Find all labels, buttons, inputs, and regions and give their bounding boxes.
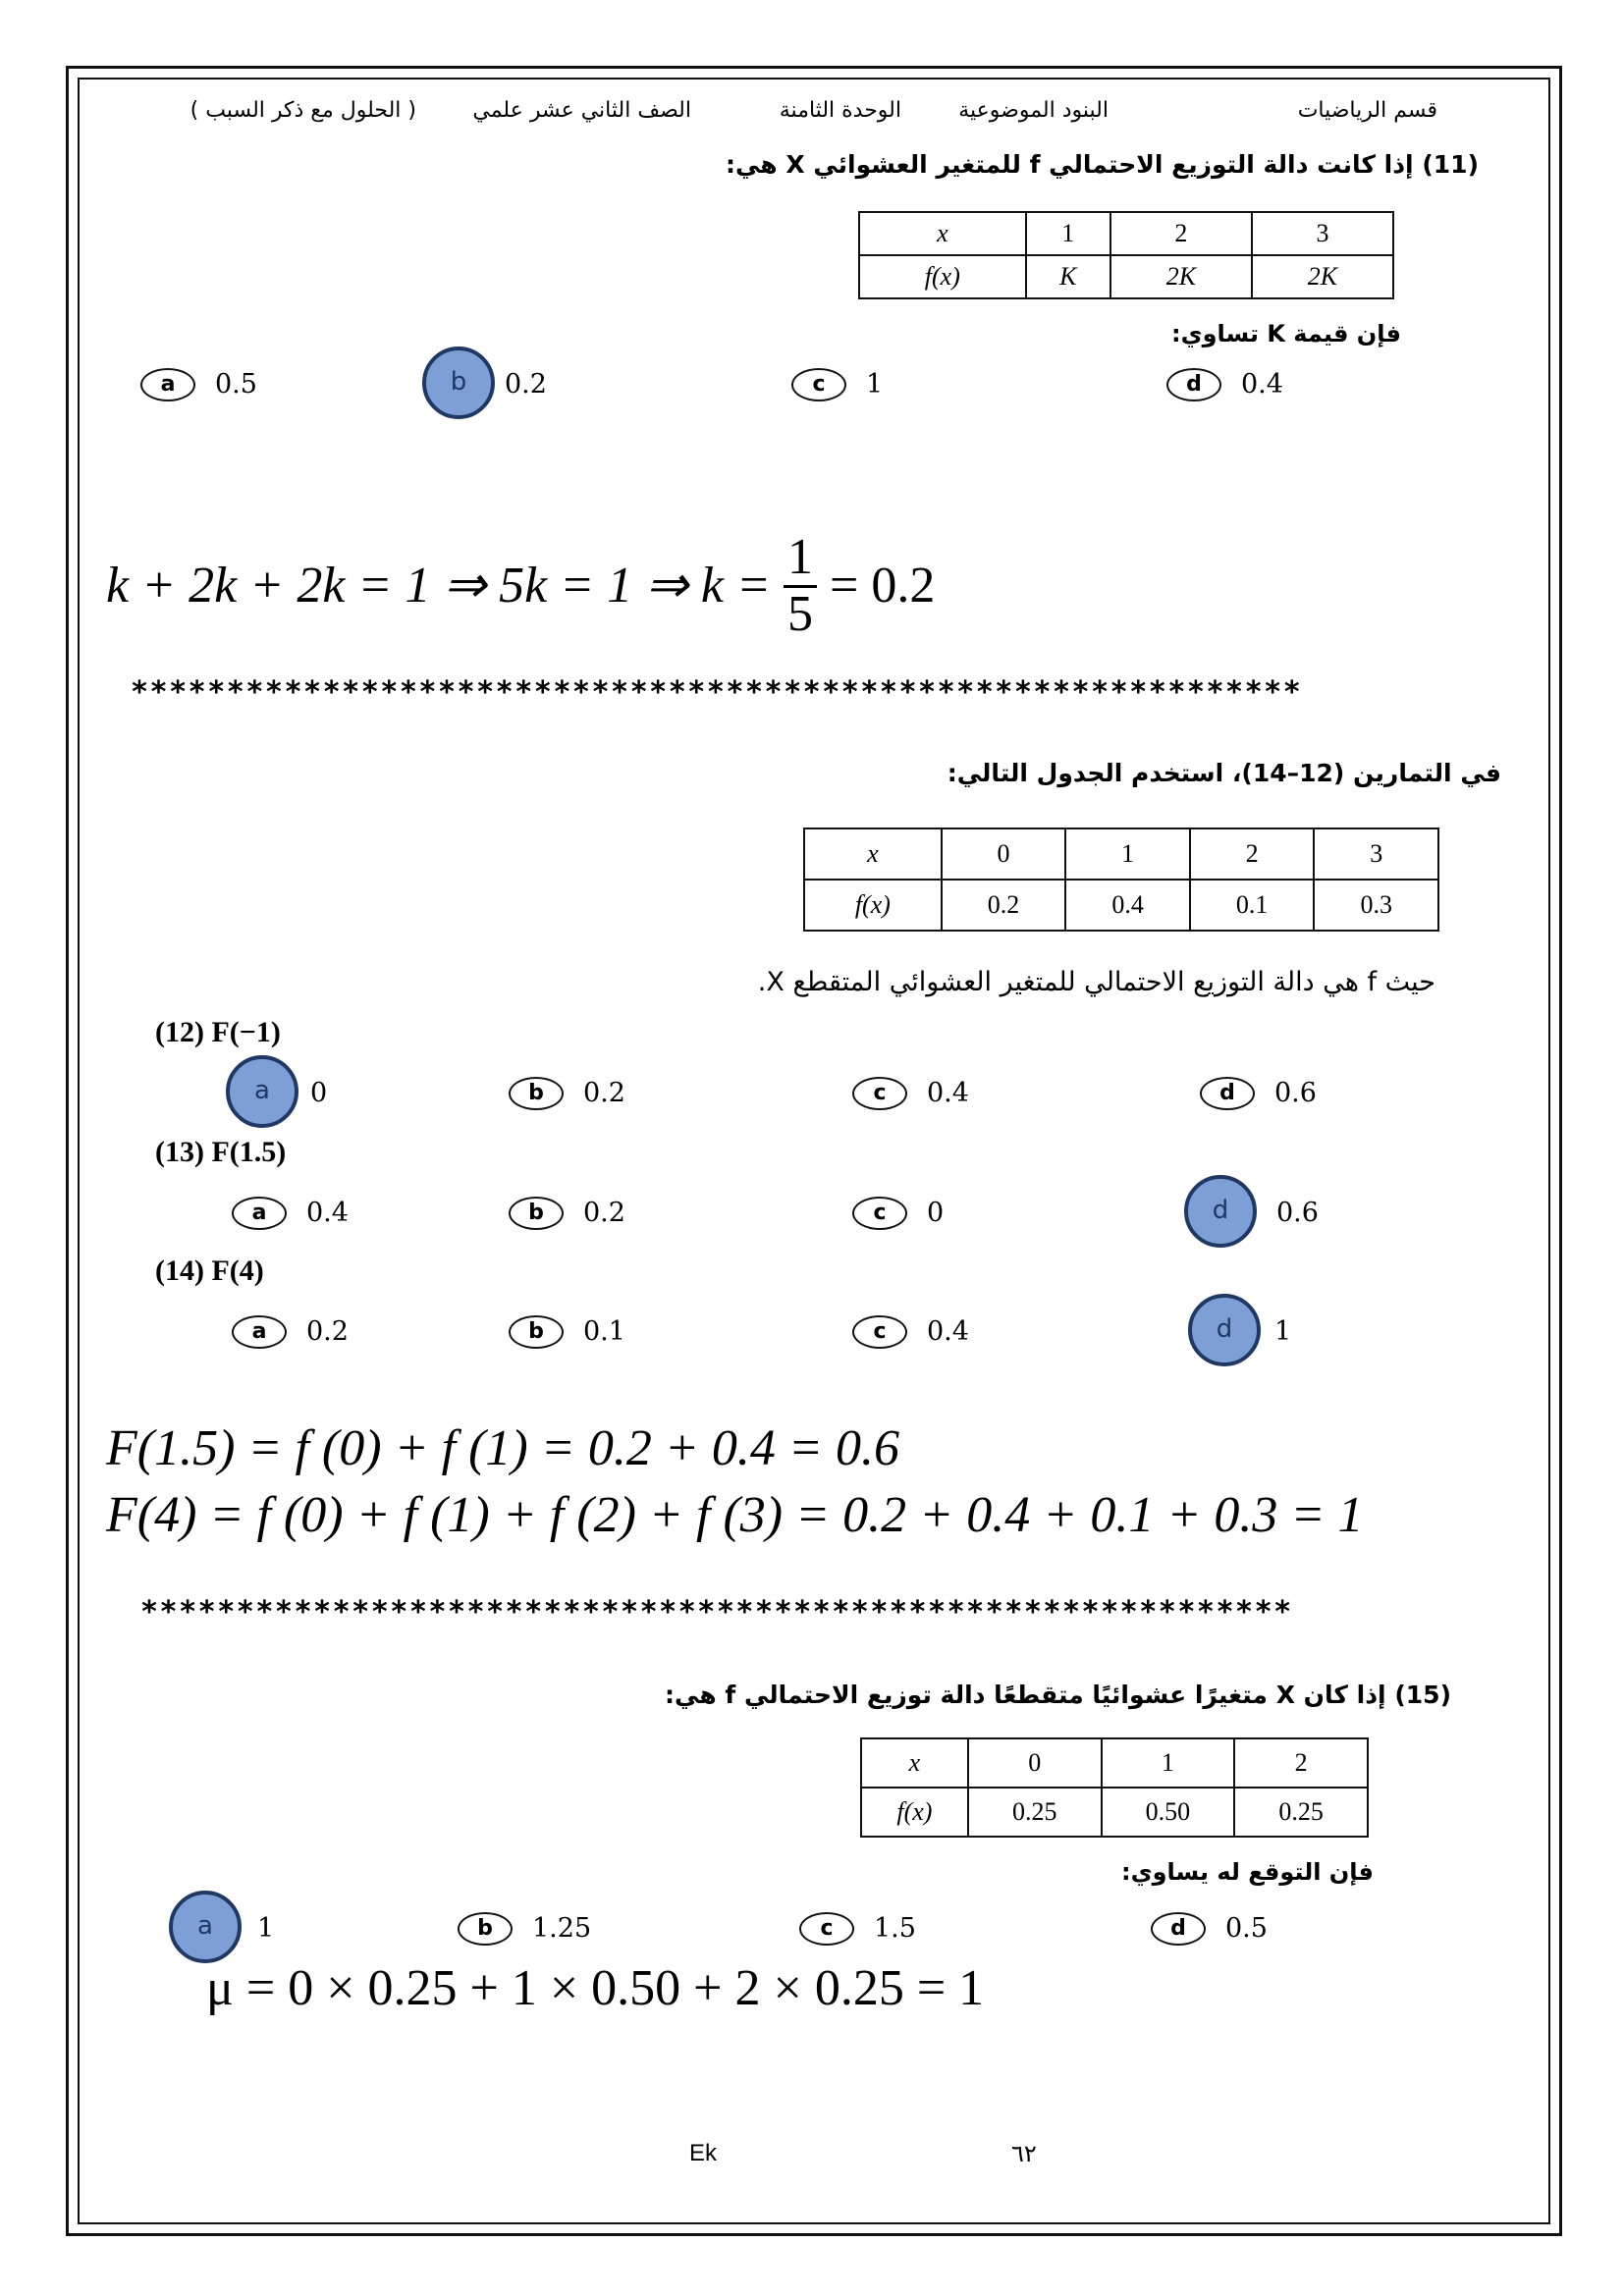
solution-line-2: F(4) = f (0) + f (1) + f (2) + f (3) = 0.2 + 0.4 + 0.1 + 0.3 = 1 bbox=[106, 1487, 1364, 1543]
header-topic: البنود الموضوعية bbox=[958, 98, 1109, 123]
option-letter: b bbox=[509, 1197, 564, 1230]
option-value: 0.4 bbox=[927, 1078, 969, 1108]
header-grade: الصف الثاني عشر علمي bbox=[472, 98, 691, 123]
table-cell: 2K bbox=[1110, 255, 1252, 298]
option-letter: c bbox=[852, 1197, 907, 1230]
fraction-numerator: 1 bbox=[784, 531, 817, 588]
option-value: 1 bbox=[866, 369, 884, 400]
q11-solution-fraction bbox=[784, 531, 817, 641]
option-value: 0.6 bbox=[1274, 1078, 1317, 1108]
q11-solution bbox=[106, 529, 936, 645]
table-cell: 0.2 bbox=[942, 880, 1066, 931]
option-letter-selected: b bbox=[422, 347, 495, 419]
group-table bbox=[803, 828, 1439, 932]
option-letter: d bbox=[1166, 368, 1221, 401]
option-value: 0.5 bbox=[1225, 1913, 1268, 1944]
table-cell: 2 bbox=[1234, 1738, 1368, 1788]
q11-table bbox=[858, 211, 1394, 299]
option-letter-selected: d bbox=[1188, 1294, 1261, 1366]
q15-table bbox=[860, 1737, 1369, 1838]
option-letter: a bbox=[232, 1197, 287, 1230]
option-letter: c bbox=[799, 1912, 854, 1946]
q11-text: إذا كانت دالة التوزيع الاحتمالي f للمتغير العشوائي X هي: bbox=[726, 150, 1414, 179]
page-number: ٦٢ bbox=[1011, 2141, 1037, 2167]
table-cell: 1 bbox=[1102, 1738, 1235, 1788]
q12-label: (12) F(−1) bbox=[155, 1016, 281, 1048]
option-value: 0.4 bbox=[927, 1316, 969, 1347]
option-value: 0.4 bbox=[1241, 369, 1283, 400]
q13-label: (13) F(1.5) bbox=[155, 1136, 287, 1168]
table-cell: K bbox=[1026, 255, 1110, 298]
table-cell: 0 bbox=[942, 828, 1066, 880]
table-cell: 2K bbox=[1252, 255, 1393, 298]
q14-label: (14) F(4) bbox=[155, 1255, 264, 1287]
table-cell: 0.25 bbox=[1234, 1788, 1368, 1837]
option-value: 0.1 bbox=[583, 1316, 625, 1347]
q15-number: (15) bbox=[1394, 1681, 1451, 1709]
option-value: 0.4 bbox=[306, 1198, 349, 1228]
separator: ************************************************************* bbox=[131, 675, 1303, 710]
option-letter: c bbox=[852, 1077, 907, 1110]
option-letter: a bbox=[140, 368, 195, 401]
table-cell: x bbox=[861, 1738, 968, 1788]
solution-line-1: F(1.5) = f (0) + f (1) = 0.2 + 0.4 = 0.6 bbox=[106, 1420, 900, 1476]
table-cell: 1 bbox=[1026, 212, 1110, 255]
header-note: ( الحلول مع ذكر السبب ) bbox=[189, 98, 416, 123]
separator: ************************************************************ bbox=[140, 1595, 1293, 1629]
table-cell: f(x) bbox=[859, 255, 1026, 298]
q11-solution-rhs: = 0.2 bbox=[830, 558, 936, 614]
option-letter: d bbox=[1200, 1077, 1255, 1110]
table-cell: f(x) bbox=[861, 1788, 968, 1837]
option-value: 0.2 bbox=[306, 1316, 349, 1347]
option-letter: b bbox=[509, 1315, 564, 1349]
option-value: 1 bbox=[1274, 1316, 1292, 1347]
option-value: 1 bbox=[257, 1913, 275, 1944]
option-letter: c bbox=[791, 368, 846, 401]
table-cell: 0.25 bbox=[968, 1788, 1102, 1837]
q15-text: إذا كان X متغيرًا عشوائيًا متقطعًا دالة توزيع الاحتمالي f هي: bbox=[665, 1681, 1386, 1709]
table-cell: 0 bbox=[968, 1738, 1102, 1788]
table-cell: 2 bbox=[1190, 828, 1315, 880]
option-letter-selected: a bbox=[169, 1891, 242, 1963]
header-department: قسم الرياضيات bbox=[1297, 98, 1437, 123]
table-cell: x bbox=[804, 828, 942, 880]
option-letter-selected: d bbox=[1184, 1175, 1257, 1248]
table-cell: 0.1 bbox=[1190, 880, 1315, 931]
fraction-denominator: 5 bbox=[787, 585, 813, 642]
option-value: 0.2 bbox=[505, 369, 547, 400]
option-value: 0 bbox=[927, 1198, 945, 1228]
option-letter: d bbox=[1151, 1912, 1206, 1946]
header-unit: الوحدة الثامنة bbox=[779, 98, 901, 123]
q15-solution: μ = 0 × 0.25 + 1 × 0.50 + 2 × 0.25 = 1 bbox=[206, 1960, 985, 2016]
option-value: 1.25 bbox=[532, 1913, 592, 1944]
table-cell: 3 bbox=[1252, 212, 1393, 255]
option-value: 0.6 bbox=[1276, 1198, 1319, 1228]
option-value: 0.5 bbox=[215, 369, 257, 400]
q11-solution-lhs: k + 2k + 2k = 1 ⇒ 5k = 1 ⇒ k = bbox=[106, 558, 771, 614]
q11-number: (11) bbox=[1422, 150, 1479, 179]
table-cell: 3 bbox=[1314, 828, 1438, 880]
table-cell: f(x) bbox=[804, 880, 942, 931]
group-description: حيث f هي دالة التوزيع الاحتمالي للمتغير العشوائي المتقطع X. bbox=[757, 967, 1435, 997]
q11-prompt bbox=[726, 150, 1479, 179]
table-cell: 0.3 bbox=[1314, 880, 1438, 931]
option-letter: c bbox=[852, 1315, 907, 1349]
option-value: 0.2 bbox=[583, 1198, 625, 1228]
option-letter: b bbox=[509, 1077, 564, 1110]
q15-ask: فإن التوقع له يساوي: bbox=[1121, 1858, 1374, 1886]
q11-ask: فإن قيمة K تساوي: bbox=[1171, 320, 1401, 347]
table-cell: x bbox=[859, 212, 1026, 255]
option-value: 0 bbox=[310, 1078, 328, 1108]
option-value: 1.5 bbox=[874, 1913, 916, 1944]
option-value: 0.2 bbox=[583, 1078, 625, 1108]
table-cell: 0.4 bbox=[1065, 880, 1190, 931]
option-letter: b bbox=[458, 1912, 513, 1946]
table-cell: 1 bbox=[1065, 828, 1190, 880]
table-cell: 0.50 bbox=[1102, 1788, 1235, 1837]
table-cell: 2 bbox=[1110, 212, 1252, 255]
group-intro: في التمارين (12–14)، استخدم الجدول التالي: bbox=[947, 759, 1501, 787]
q15-prompt bbox=[665, 1681, 1451, 1709]
option-letter: a bbox=[232, 1315, 287, 1349]
option-letter-selected: a bbox=[226, 1055, 298, 1128]
footer-author: Ek bbox=[689, 2140, 718, 2166]
